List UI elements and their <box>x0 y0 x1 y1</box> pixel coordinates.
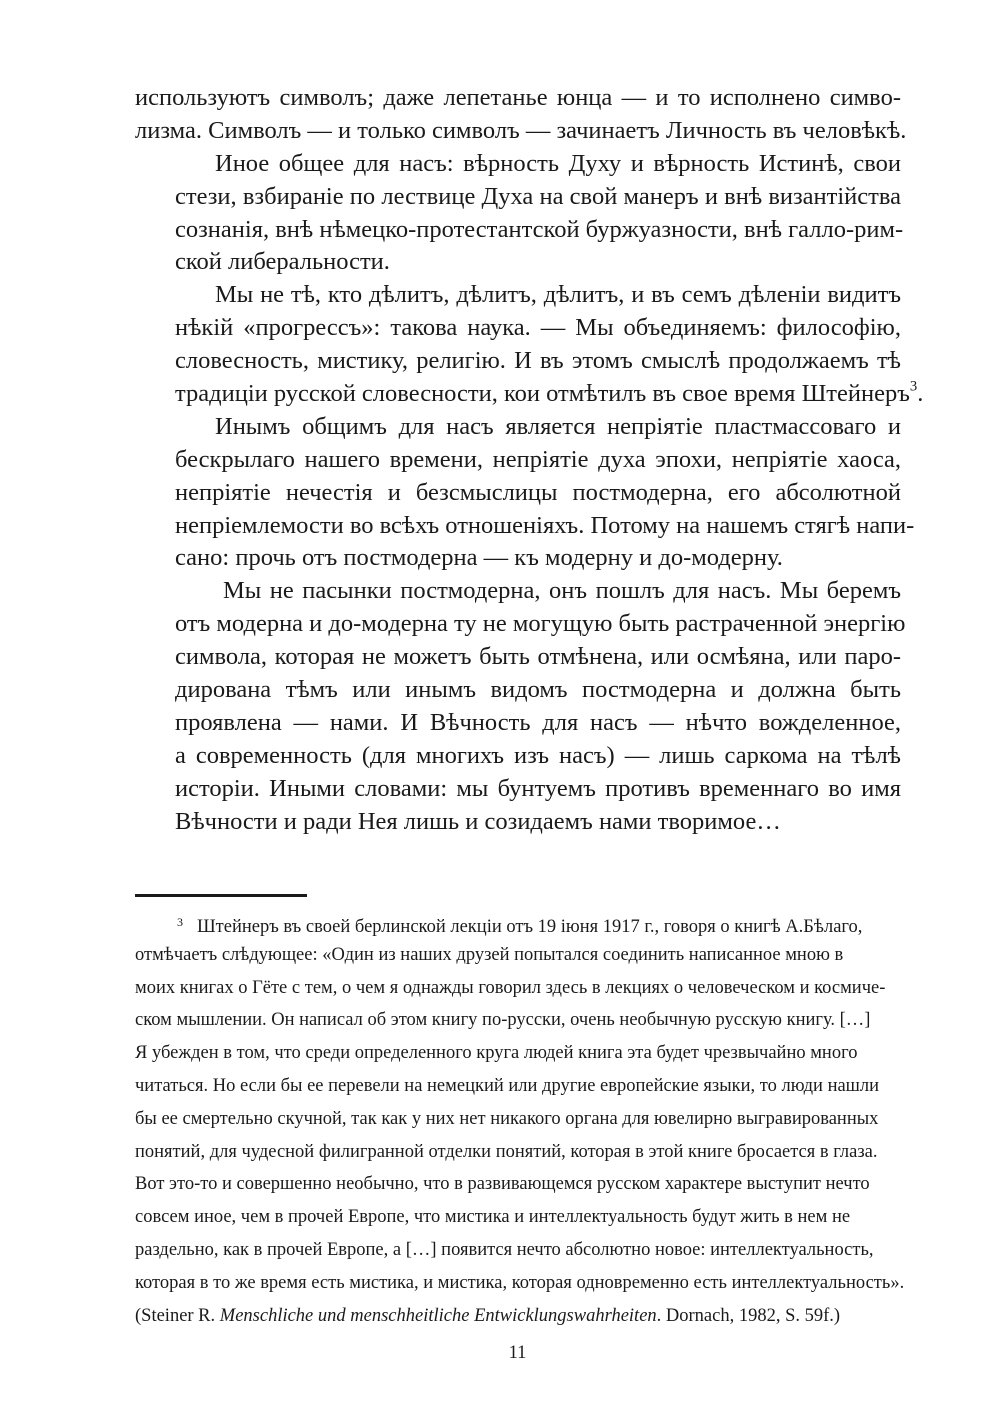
text-line: проявлена — нами. И Вѣчность для насъ — нѣчто вожделенное, <box>175 708 901 736</box>
text-line: исторiи. Иными словами: мы бунтуемъ противъ временнаго во имя <box>175 774 901 802</box>
footnote-3 <box>135 906 905 1332</box>
citation-suffix: . Dornach, 1982, S. 59f.) <box>656 1305 841 1326</box>
text-line: Инымъ общимъ для насъ является непрiятiе пластмассоваго и <box>215 412 901 440</box>
text-line: Вѣчности и ради Нея лишь и созидаемъ нами творимое… <box>175 807 781 835</box>
footnote-line: читаться. Но если бы ее перевели на немецкий или другие европейские языки, то люди нашли <box>135 1075 880 1096</box>
footnote-line: которая в то же время есть мистика, и мистика, которая одновременно есть интеллектуальность». <box>135 1272 905 1293</box>
text-segment: . <box>917 380 924 408</box>
text-line: стези, взбиранiе по лествице Духа на свой манеръ и внѣ византiйства <box>175 182 901 210</box>
footnote-line: раздельно, как в прочей Европе, а […] появится нечто абсолютно новое: интеллектуальность, <box>135 1239 874 1260</box>
footnote-line: отмѣчаетъ слѣдующее: «Один из наших друзей попытался соединить написанное мною в <box>135 944 844 965</box>
footnote-line: бы ее смертельно скучной, так как у них нет никакого органа для ювелирно выгравированных <box>135 1108 879 1129</box>
text-segment: традицiи русской словесности, кои отмѣтилъ въ свое время Штейнеръ <box>175 380 910 408</box>
paragraph <box>135 148 904 280</box>
footnote-line: ском мышлении. Он написал об этом книгу по-русски, очень необычную русскую книгу. […] <box>135 1010 871 1031</box>
paragraph <box>135 575 906 838</box>
text-line: Мы не пасынки постмодерна, онъ пошлъ для насъ. Мы беремъ <box>223 577 901 605</box>
page-number: 11 <box>508 1343 527 1363</box>
text-line: лизма. Символъ — и только символъ — зачинаетъ Личность въ человѣкѣ. <box>135 116 907 144</box>
paragraph-continued <box>135 82 907 148</box>
citation-title: Menschliche und menschheitliche Entwicklungswahrheiten <box>219 1305 657 1326</box>
footnote-line: Я убежден в том, что среди определенного круга людей книга эта будет чрезвычайно много <box>135 1043 858 1064</box>
text-line-with-footnote-ref <box>135 378 924 411</box>
text-line: непрiятiе нечестiя и безсмыслицы постмодерна, его абсолютной <box>175 478 901 506</box>
text-line: словесность, мистику, религiю. И въ этомъ смыслѣ продолжаемъ тѣ <box>175 347 901 375</box>
footnote-reference[interactable]: 3 <box>909 378 918 395</box>
text-line: а современность (для многихъ изъ насъ) — лишь саркома на тѣлѣ <box>175 741 901 769</box>
main-text-body <box>135 82 924 838</box>
text-line: символа, которая не можетъ быть отмѣнена, или осмѣяна, или паро- <box>175 643 901 671</box>
text-line: бескрылаго нашего времени, непрiятiе духа эпохи, непрiятiе хаоса, <box>175 445 901 473</box>
footnote-line: Вот это-то и совершенно необычно, что в развивающемся русском характере выступит нечто <box>135 1174 870 1195</box>
footnote-line: моих книгах о Гёте с тем, о чем я однажды говорил здесь в лекциях о человеческом и космиче- <box>135 977 886 998</box>
text-line: Мы не тѣ, кто дѣлитъ, дѣлитъ, дѣлитъ, и въ семъ дѣленiи видитъ <box>215 281 901 309</box>
text-line: дирована тѣмъ или инымъ видомъ постмодерна и должна быть <box>175 676 901 704</box>
text-line: сано: прочь отъ постмодерна — къ модерну и до-модерну. <box>175 544 783 572</box>
paragraph <box>135 279 924 411</box>
text-line: нѣкiй «прогрессъ»: такова наука. — Мы объединяемъ: философiю, <box>175 314 901 342</box>
text-line: отъ модерна и до-модерна ту не могущую быть растраченной энергiю <box>175 610 906 638</box>
paragraph <box>135 411 915 575</box>
footnote-line: совсем иное, чем в прочей Европе, что мистика и интеллектуальность будут жить в нем не <box>135 1207 851 1228</box>
footnote-citation <box>135 1300 905 1333</box>
text-line: Иное общее для насъ: вѣрность Духу и вѣрность Истинѣ, свои <box>215 149 901 177</box>
citation-prefix: (Steiner R. <box>135 1305 220 1326</box>
text-line: используютъ символъ; даже лепетанье юнца — и то исполнено симво- <box>135 84 901 111</box>
text-line: сознанiя, внѣ нѣмецко-протестантской буржуазности, внѣ галло-рим- <box>175 215 904 243</box>
footnote-line <box>135 906 905 939</box>
text-line: ской либеральности. <box>175 248 390 276</box>
footnote-separator-rule <box>135 894 307 897</box>
footnote-line: понятий, для чудесной филигранной отделки понятий, которая в этой книге бросается в глаза. <box>135 1141 878 1162</box>
footnote-text: Штейнеръ въ своей берлинской лекцiи отъ 19 iюня 1917 г., говоря о книгѣ А.Бѣлаго, <box>197 917 863 937</box>
text-line: непрiемлемости во всѣхъ отношенiяхъ. Потому на нашемъ стягѣ напи- <box>175 511 915 539</box>
footnote-marker: 3 <box>177 915 183 929</box>
